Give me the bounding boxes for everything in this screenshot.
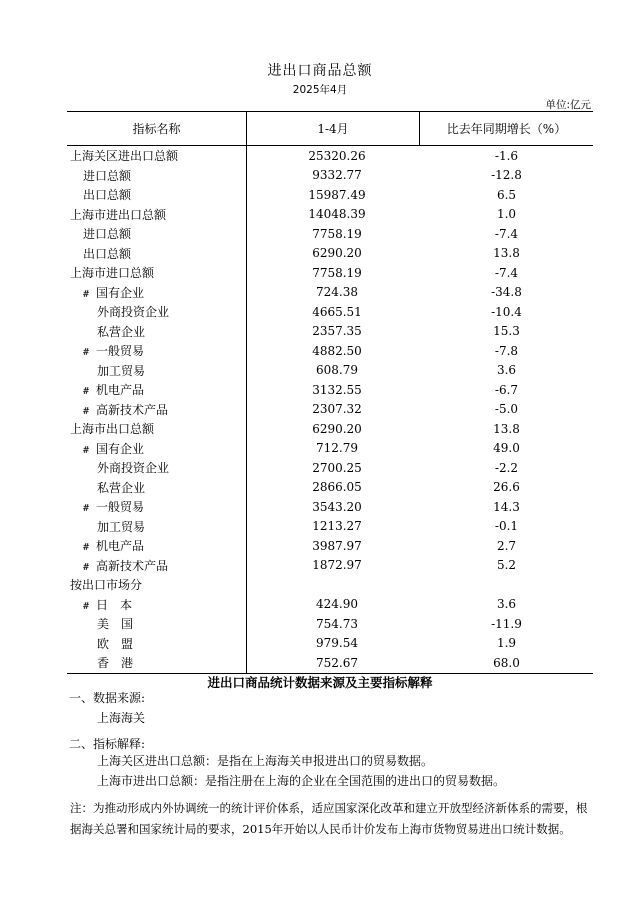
row-label-text: 欧 盟 — [97, 636, 134, 651]
row-growth: -7.8 — [494, 343, 519, 358]
row-label — [67, 362, 246, 379]
row-value: 9332.77 — [312, 168, 362, 183]
subitem-marker: # — [83, 386, 90, 398]
row-label-text: 日 本 — [96, 597, 133, 612]
row-label-text: 外商投资企业 — [97, 461, 170, 476]
row-value: 608.79 — [316, 363, 358, 378]
row-label-text: 国有企业 — [96, 285, 145, 300]
table-row — [67, 400, 593, 420]
row-label-text: 机电产品 — [96, 539, 145, 554]
row-label — [67, 537, 246, 554]
row-value: 2357.35 — [312, 324, 362, 339]
row-label — [67, 557, 246, 574]
subitem-marker: # — [83, 542, 90, 554]
row-label-text: 进口总额 — [83, 168, 132, 183]
table-row — [67, 263, 593, 283]
row-value: 752.67 — [316, 655, 358, 670]
row-growth: -5.0 — [494, 402, 519, 417]
row-label-text: 一般贸易 — [96, 344, 145, 359]
row-growth: -11.9 — [491, 616, 522, 631]
row-label — [67, 186, 246, 203]
row-label — [67, 381, 246, 398]
row-label — [67, 401, 246, 418]
table-row — [67, 478, 593, 498]
row-label-text: 按出口市场分 — [70, 578, 143, 593]
subitem-marker: # — [83, 503, 90, 515]
unit-label: 单位:亿元 — [545, 99, 591, 111]
row-growth: 5.2 — [496, 558, 517, 573]
row-growth: -34.8 — [491, 285, 522, 300]
row-label — [67, 206, 246, 223]
column-header-period: 1-4月 — [247, 112, 420, 145]
table-row — [67, 322, 593, 342]
row-growth: -1.6 — [494, 148, 519, 163]
row-value: 2700.25 — [312, 460, 362, 475]
row-label — [67, 615, 246, 632]
source-value: 上海海关 — [97, 711, 146, 725]
row-value: 1213.27 — [312, 519, 362, 534]
row-growth: -10.4 — [491, 304, 522, 319]
table-row — [67, 653, 593, 673]
row-label-text: 加工贸易 — [97, 363, 146, 378]
row-value: 7758.19 — [312, 226, 362, 241]
trade-table — [67, 111, 593, 674]
definition-customs-district: 上海关区进出口总额：是指在上海海关申报进出口的贸易数据。 — [97, 754, 434, 768]
subitem-marker: # — [83, 600, 90, 612]
row-label-text: 出口总额 — [83, 246, 132, 261]
row-growth: 14.3 — [493, 499, 520, 514]
table-row — [67, 634, 593, 654]
row-growth: 6.5 — [496, 187, 517, 202]
row-growth: 1.9 — [496, 636, 517, 651]
row-label — [67, 420, 246, 437]
row-label-text: 出口总额 — [83, 188, 132, 203]
table-row — [67, 244, 593, 264]
subitem-marker: # — [83, 405, 90, 417]
table-row — [67, 380, 593, 400]
row-label-text: 私营企业 — [97, 480, 146, 495]
row-growth: -7.4 — [494, 226, 519, 241]
row-label-text: 上海关区进出口总额 — [70, 149, 179, 164]
row-label — [67, 323, 246, 340]
footnote: 注：为推动形成内外协调统一的统计评价体系，适应国家深化改革和建立开放型经济新体系的需要，根据海关总署和国家统计局的要求，2015年开始以人民币计价发布上海市货物贸易进出口统计数据。 — [70, 801, 588, 836]
row-growth: -6.7 — [494, 382, 519, 397]
row-label — [67, 245, 246, 262]
source-heading: 一、数据来源: — [69, 691, 146, 705]
row-label — [67, 596, 246, 613]
row-label — [67, 498, 246, 515]
subitem-marker: # — [83, 444, 90, 456]
report-period: 2025年4月 — [292, 84, 348, 96]
column-header-growth: 比去年同期增长（%） — [446, 122, 567, 136]
row-value: 712.79 — [316, 441, 358, 456]
row-growth: 13.8 — [493, 421, 520, 436]
row-growth: 2.7 — [496, 538, 517, 553]
row-value: 3543.20 — [312, 499, 362, 514]
row-label-text: 一般贸易 — [96, 500, 145, 515]
row-growth: -7.4 — [494, 265, 519, 280]
table-row — [67, 595, 593, 615]
row-value: 25320.26 — [308, 148, 366, 163]
row-label-text: 香 港 — [97, 656, 134, 671]
row-growth: -12.8 — [491, 168, 522, 183]
table-row — [67, 419, 593, 439]
row-label-text: 美 国 — [97, 617, 134, 632]
row-label — [67, 654, 246, 671]
row-value: 2307.32 — [312, 402, 362, 417]
subitem-marker: # — [83, 347, 90, 359]
table-body — [67, 146, 593, 674]
row-label-text: 私营企业 — [97, 324, 146, 339]
row-label — [67, 284, 246, 301]
table-header — [67, 112, 593, 146]
row-value: 14048.39 — [308, 207, 366, 222]
row-label — [67, 479, 246, 496]
row-label-text: 上海市出口总额 — [70, 422, 155, 437]
table-row — [67, 224, 593, 244]
row-label — [67, 303, 246, 320]
table-row — [67, 497, 593, 517]
row-label-text: 进口总额 — [83, 227, 132, 242]
row-growth: 15.3 — [493, 324, 520, 339]
definition-shanghai-city: 上海市进出口总额：是指注册在上海的企业在全国范围的进出口的贸易数据。 — [97, 774, 506, 788]
row-growth: 1.0 — [496, 207, 517, 222]
row-label — [67, 459, 246, 476]
table-row — [67, 536, 593, 556]
row-growth: 68.0 — [493, 655, 520, 670]
row-value: 3987.97 — [312, 538, 362, 553]
table-row — [67, 614, 593, 634]
column-header-indicator: 指标名称 — [67, 112, 247, 145]
row-growth: 49.0 — [493, 441, 520, 456]
table-row — [67, 556, 593, 576]
row-value: 3132.55 — [312, 382, 362, 397]
row-label-text: 机电产品 — [96, 383, 145, 398]
row-growth: 3.6 — [496, 363, 517, 378]
row-label — [67, 342, 246, 359]
row-label — [67, 147, 246, 164]
subitem-marker: # — [83, 288, 90, 300]
row-value: 424.90 — [316, 597, 358, 612]
row-label — [67, 225, 246, 242]
row-label — [67, 518, 246, 535]
row-value: 979.54 — [316, 636, 358, 651]
row-value: 15987.49 — [308, 187, 366, 202]
row-value: 6290.20 — [312, 421, 362, 436]
table-row — [67, 302, 593, 322]
row-label-text: 国有企业 — [96, 441, 145, 456]
table-row — [67, 341, 593, 361]
table-row — [67, 205, 593, 225]
row-label — [67, 635, 246, 652]
row-label — [67, 167, 246, 184]
row-label-text: 加工贸易 — [97, 519, 146, 534]
table-row — [67, 166, 593, 186]
row-label — [67, 440, 246, 457]
report-title: 进出口商品总额 — [267, 63, 373, 79]
row-value: 2866.05 — [312, 480, 362, 495]
row-value: 724.38 — [316, 285, 358, 300]
row-label-text: 上海市进口总额 — [70, 266, 155, 281]
row-label-text: 高新技术产品 — [96, 402, 169, 417]
row-value: 4882.50 — [312, 343, 362, 358]
table-row — [67, 361, 593, 381]
row-label-text: 外商投资企业 — [97, 305, 170, 320]
table-row — [67, 283, 593, 303]
row-value: 1872.97 — [312, 558, 362, 573]
row-value: 754.73 — [316, 616, 358, 631]
subitem-marker: # — [83, 561, 90, 573]
row-growth: -2.2 — [494, 460, 519, 475]
table-row — [67, 517, 593, 537]
row-label-text: 上海市进出口总额 — [70, 207, 167, 222]
table-row — [67, 439, 593, 459]
row-growth: 3.6 — [496, 597, 517, 612]
row-growth: -0.1 — [494, 519, 519, 534]
row-label-text: 高新技术产品 — [96, 558, 169, 573]
row-value: 4665.51 — [312, 304, 362, 319]
definitions-heading: 二、指标解释: — [69, 737, 146, 751]
row-value: 7758.19 — [312, 265, 362, 280]
row-growth: 26.6 — [493, 480, 520, 495]
table-row — [67, 146, 593, 166]
table-row — [67, 185, 593, 205]
notes-title: 进出口商品统计数据来源及主要指标解释 — [207, 675, 433, 690]
row-label — [67, 576, 246, 593]
table-row — [67, 575, 593, 595]
table-row — [67, 458, 593, 478]
row-growth: 13.8 — [493, 246, 520, 261]
row-label — [67, 264, 246, 281]
row-value: 6290.20 — [312, 246, 362, 261]
